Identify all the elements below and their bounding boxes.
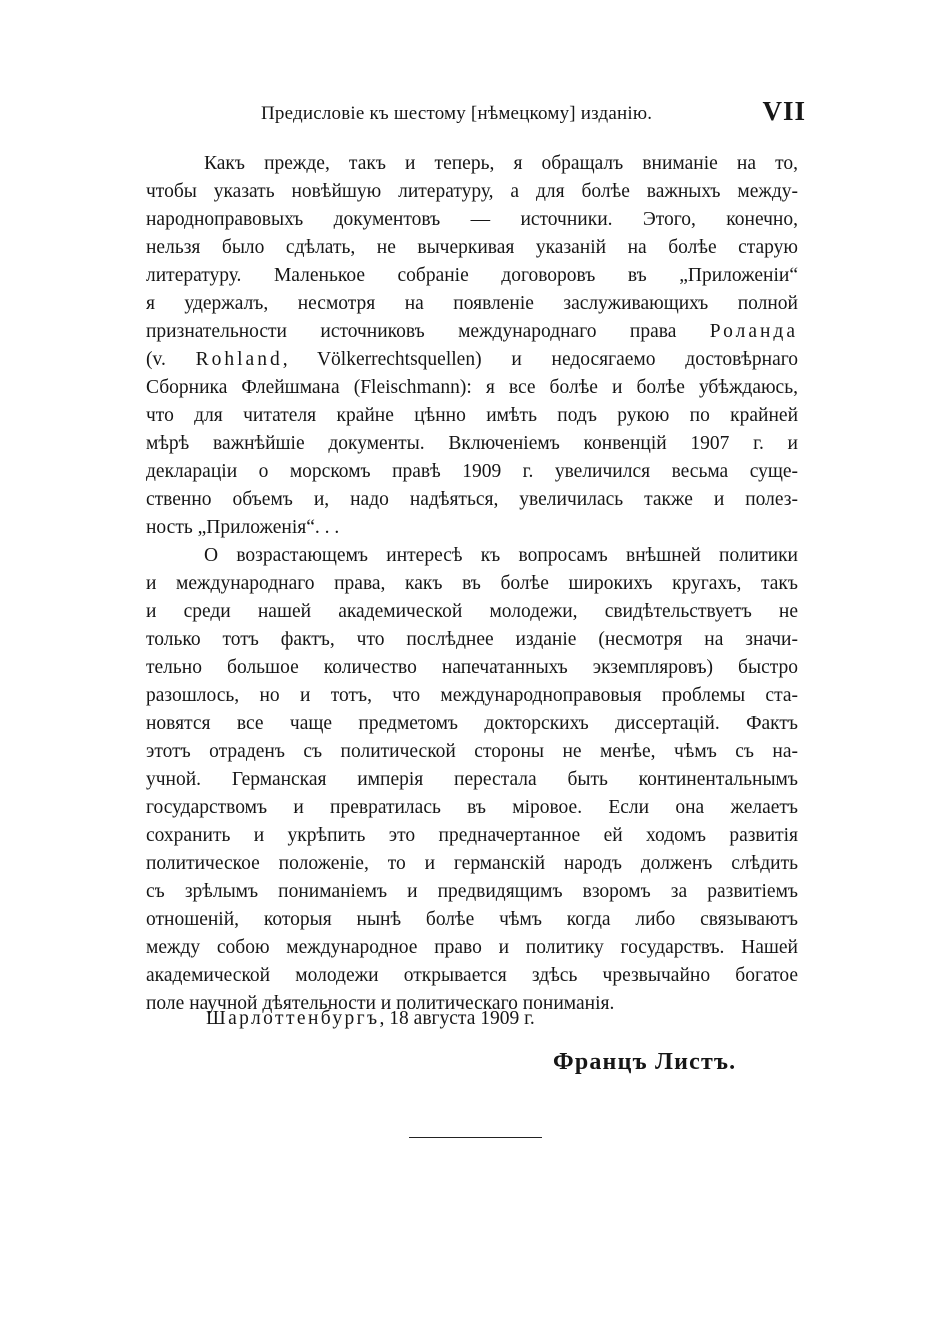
text-line: и международнаго права, какъ въ болѣе широкихъ кругахъ, такъ xyxy=(146,573,798,594)
text-segment: признательности источниковъ международнаго права xyxy=(146,321,677,342)
paragraph-2 xyxy=(146,542,798,1018)
text-line: нельзя было сдѣлать, не вычеркивая указаній на болѣе старую xyxy=(146,237,798,258)
text-line: деклараціи о морскомъ правѣ 1909 г. увеличился весьма суще- xyxy=(146,461,798,482)
text-segment: , Völkerrechtsquellen) и недосягаемо достовѣрнаго xyxy=(282,349,798,370)
text-line: Какъ прежде, такъ и теперь, я обращалъ вниманіе на то, xyxy=(204,153,798,174)
text-line xyxy=(146,346,798,374)
dateline-place: Шарлоттенбургъ xyxy=(206,1008,380,1029)
text-line: народноправовыхъ документовъ — источники. Этого, конечно, xyxy=(146,209,798,230)
text-line xyxy=(146,318,798,346)
dateline xyxy=(206,1008,535,1030)
dateline-date: , 18 августа 1909 г. xyxy=(379,1008,535,1029)
spaced-name-rohland: Rohland xyxy=(195,349,283,370)
text-line: учной. Германская имперія перестала быть континентальнымъ xyxy=(146,769,798,790)
text-line: академической молодежи открывается здѣсь чрезвычайно богатое xyxy=(146,965,798,986)
text-line: что для читателя крайне цѣнно имѣть подъ рукою по крайней xyxy=(146,405,798,426)
paragraph-1 xyxy=(146,150,798,542)
text-line: мѣрѣ важнѣйшіе документы. Включеніемъ конвенцій 1907 г. и xyxy=(146,433,798,454)
text-line: съ зрѣлымъ пониманіемъ и предвидящимъ взоромъ за развитіемъ xyxy=(146,881,798,902)
text-line: разошлось, но и тотъ, что международноправовыя проблемы ста- xyxy=(146,685,798,706)
text-line: новятся все чаще предметомъ докторскихъ диссертацій. Фактъ xyxy=(146,713,798,734)
text-line: чтобы указать новѣйшую литературу, а для болѣе важныхъ между- xyxy=(146,181,798,202)
text-segment: (v. xyxy=(146,349,196,370)
text-line: О возрастающемъ интересѣ къ вопросамъ внѣшней политики xyxy=(204,545,798,566)
text-line: ственно объемъ и, надо надѣяться, увеличилась также и полез- xyxy=(146,489,798,510)
text-line: только тотъ фактъ, что послѣднее изданіе (несмотря на значи- xyxy=(146,629,798,650)
text-line: и среди нашей академической молодежи, свидѣтельствуетъ не xyxy=(146,601,798,622)
text-line: Сборника Флейшмана (Fleischmann): я все болѣе и болѣе убѣждаюсь, xyxy=(146,377,798,398)
text-line: этотъ отраденъ съ политической стороны не менѣе, чѣмъ съ на- xyxy=(146,741,798,762)
text-line: тельно большое количество напечатанныхъ экземпляровъ) быстро xyxy=(146,657,798,678)
page-number: VII xyxy=(762,96,806,126)
text-line: ность „Приложенія“. . . xyxy=(146,517,340,538)
spaced-name-roland: Роланда xyxy=(709,321,798,342)
text-line: политическое положеніе, то и германскій народъ долженъ слѣдить xyxy=(146,853,798,874)
text-line: литературу. Маленькое собраніе договоровъ въ „Приложеніи“ xyxy=(146,265,798,286)
author-signature: Францъ Листъ. xyxy=(553,1049,737,1075)
end-rule-divider xyxy=(409,1137,542,1138)
preface-text xyxy=(146,150,798,1018)
text-line: я удержалъ, несмотря на появленіе заслуживающихъ полной xyxy=(146,293,798,314)
text-line: государствомъ и превратилась въ міровое. Если она желаетъ xyxy=(146,797,798,818)
text-line: между собою международное право и политику государствъ. Нашей xyxy=(146,937,798,958)
running-title: Предисловіе къ шестому [нѣмецкому] изданію. xyxy=(261,103,653,124)
text-line: отношеній, которыя нынѣ болѣе чѣмъ когда либо связываютъ xyxy=(146,909,798,930)
text-line: поле научной дѣятельности и политическаго пониманія. xyxy=(146,993,615,1014)
running-header xyxy=(146,96,806,136)
text-line: сохранить и укрѣпить это предначертанное ей ходомъ развитія xyxy=(146,825,798,846)
